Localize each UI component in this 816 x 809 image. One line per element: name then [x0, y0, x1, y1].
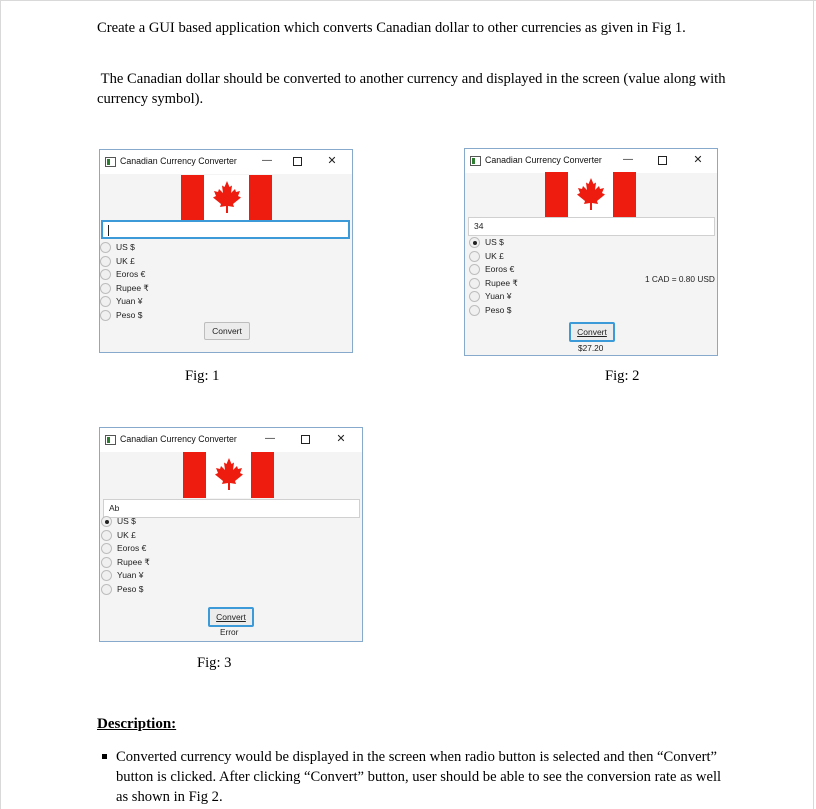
- radio-label: UK £: [116, 255, 135, 266]
- radio-label: Peso $: [116, 309, 143, 320]
- radio-button[interactable]: [469, 251, 480, 262]
- radio-button[interactable]: [469, 264, 480, 275]
- convert-button[interactable]: [569, 322, 615, 342]
- maple-leaf-icon: [212, 180, 242, 214]
- flag-band-right: [251, 452, 274, 498]
- convert-button[interactable]: Convert: [204, 322, 250, 340]
- page-border-left: [0, 0, 1, 809]
- flag-band-left: [545, 172, 568, 218]
- close-icon[interactable]: ✕: [327, 155, 337, 167]
- title-bar: [100, 150, 352, 174]
- radio-label: US $: [116, 242, 135, 252]
- maple-leaf-icon: [214, 457, 244, 491]
- close-icon[interactable]: ✕: [336, 433, 346, 445]
- radio-button[interactable]: [100, 256, 111, 267]
- radio-label: Peso $: [117, 583, 144, 594]
- radio-button[interactable]: [100, 310, 111, 321]
- flag-band-left: [183, 452, 206, 498]
- amount-input[interactable]: 34: [468, 217, 715, 236]
- conversion-rate: 1 CAD = 0.80 USD: [645, 274, 715, 284]
- bullet-square-icon: [102, 754, 107, 759]
- window-title: Canadian Currency Converter: [120, 156, 237, 166]
- radio-label: Peso $: [485, 304, 512, 315]
- radio-button[interactable]: [101, 584, 112, 595]
- second-paragraph-text: The Canadian dollar should be converted to another currency and displayed in the screen (value along with currency symbol).: [97, 71, 726, 107]
- canada-flag: [545, 172, 636, 218]
- radio-label: Rupee ₹: [485, 277, 518, 288]
- radio-button[interactable]: [100, 269, 111, 280]
- minimize-icon[interactable]: —: [262, 155, 272, 166]
- app-icon: [470, 156, 481, 166]
- minimize-icon[interactable]: —: [265, 433, 275, 444]
- radio-button[interactable]: [101, 530, 112, 541]
- title-bar: [465, 149, 717, 173]
- radio-label: US $: [117, 516, 136, 526]
- radio-button[interactable]: [100, 283, 111, 294]
- radio-label: Yuan ¥: [117, 570, 144, 580]
- page-border-right: [813, 0, 814, 809]
- bullet-text: Converted currency would be displayed in the screen when radio button is selected and then “Convert” button is clicked. After clicking “Convert” button, user should be able to see the conversion rate as well as shown in Fig 2.: [116, 749, 722, 805]
- app-icon: [105, 157, 116, 167]
- flag-band-right: [613, 172, 636, 218]
- page-border-top: [0, 0, 816, 1]
- radio-label: Eoros €: [117, 543, 147, 553]
- window-title: Canadian Currency Converter: [120, 434, 237, 444]
- title-bar: [100, 428, 362, 452]
- radio-button[interactable]: [100, 242, 111, 253]
- radio-button[interactable]: [101, 570, 112, 581]
- flag-band-right: [249, 175, 272, 221]
- radio-button[interactable]: [101, 557, 112, 568]
- radio-label: Eoros €: [485, 264, 515, 274]
- window-title: Canadian Currency Converter: [485, 155, 602, 165]
- figure-1-caption: Fig: 1: [185, 368, 220, 384]
- radio-label: Eoros €: [116, 269, 146, 279]
- flag-band-left: [181, 175, 204, 221]
- radio-label: Rupee ₹: [117, 556, 150, 567]
- convert-button-label: Convert: [216, 612, 246, 622]
- canada-flag: [181, 175, 272, 221]
- app-icon: [105, 435, 116, 445]
- second-paragraph: [97, 69, 737, 109]
- description-heading: Description:: [97, 716, 177, 732]
- maple-leaf-icon: [576, 177, 606, 211]
- intro-paragraph: Create a GUI based application which converts Canadian dollar to other currencies as given in Fig 1.: [97, 20, 686, 36]
- convert-button[interactable]: [208, 607, 254, 627]
- radio-button-selected[interactable]: [101, 516, 112, 527]
- radio-button-selected[interactable]: [469, 237, 480, 248]
- minimize-icon[interactable]: —: [623, 154, 633, 165]
- convert-button-label: Convert: [577, 327, 607, 337]
- radio-label: Yuan ¥: [485, 291, 512, 301]
- radio-label: US $: [485, 237, 504, 247]
- converted-value: $27.20: [578, 343, 604, 353]
- canada-flag: [183, 452, 274, 498]
- figure-3-window: [99, 427, 363, 642]
- figure-3-caption: Fig: 3: [197, 655, 232, 671]
- radio-button[interactable]: [469, 305, 480, 316]
- radio-button[interactable]: [469, 278, 480, 289]
- error-message: Error: [220, 627, 239, 637]
- radio-label: UK £: [485, 250, 504, 261]
- radio-label: Yuan ¥: [116, 296, 143, 306]
- radio-button[interactable]: [100, 296, 111, 307]
- radio-button[interactable]: [101, 543, 112, 554]
- text-cursor: [108, 225, 109, 236]
- figure-2-caption: Fig: 2: [605, 368, 640, 384]
- radio-label: Rupee ₹: [116, 282, 149, 293]
- radio-button[interactable]: [469, 291, 480, 302]
- amount-input[interactable]: Ab: [103, 499, 360, 518]
- figure-1-window: [99, 149, 353, 353]
- radio-label: UK £: [117, 529, 136, 540]
- maximize-icon[interactable]: [655, 153, 669, 169]
- maximize-icon[interactable]: [290, 154, 304, 170]
- amount-input[interactable]: [101, 220, 350, 239]
- close-icon[interactable]: ✕: [693, 154, 703, 166]
- maximize-icon[interactable]: [298, 432, 312, 448]
- figure-2-window: [464, 148, 718, 356]
